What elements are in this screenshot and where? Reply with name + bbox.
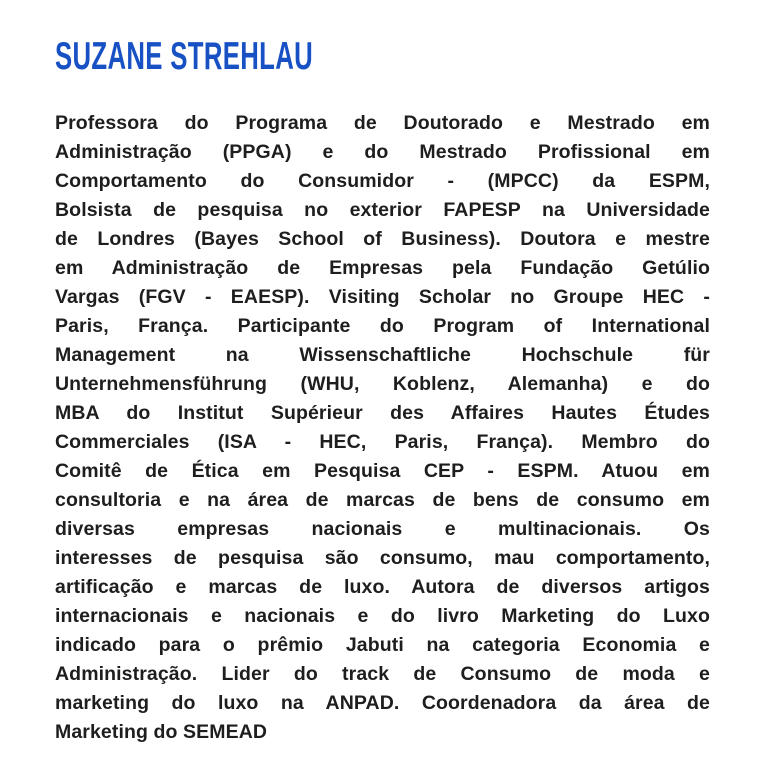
- bio-line: Comportamento do Consumidor - (MPCC) da ESPM,: [55, 170, 710, 192]
- page-title: SUZANE STREHLAU: [55, 35, 314, 78]
- bio-line: diversas empresas nacionais e multinacionais. Os: [55, 518, 710, 540]
- bio-line: Marketing do SEMEAD: [55, 721, 268, 743]
- bio-line: Unternehmensführung (WHU, Koblenz, Alemanha) e do: [55, 373, 710, 395]
- bio-line: Administração. Lider do track de Consumo de moda e: [55, 663, 710, 685]
- bio-line: de Londres (Bayes School of Business). Doutora e mestre: [55, 228, 710, 250]
- bio-line: indicado para o prêmio Jabuti na categoria Economia e: [55, 634, 710, 656]
- bio-line: Commerciales (ISA - HEC, Paris, França). Membro do: [55, 431, 710, 453]
- bio-paragraph: [55, 109, 710, 747]
- bio-line: consultoria e na área de marcas de bens de consumo em: [55, 489, 710, 511]
- bio-line: interesses de pesquisa são consumo, mau comportamento,: [55, 547, 710, 569]
- bio-line: Management na Wissenschaftliche Hochschule für: [55, 344, 710, 366]
- bio-line: Professora do Programa de Doutorado e Mestrado em: [55, 112, 710, 134]
- bio-line: Comitê de Ética em Pesquisa CEP - ESPM. Atuou em: [55, 460, 710, 482]
- bio-line: marketing do luxo na ANPAD. Coordenadora da área de: [55, 692, 710, 714]
- bio-line: artificação e marcas de luxo. Autora de diversos artigos: [55, 576, 710, 598]
- bio-line: Paris, França. Participante do Program of International: [55, 315, 710, 337]
- bio-line: MBA do Institut Supérieur des Affaires Hautes Études: [55, 402, 710, 424]
- bio-line: Vargas (FGV - EAESP). Visiting Scholar no Groupe HEC -: [55, 286, 710, 308]
- bio-line: em Administração de Empresas pela Fundação Getúlio: [55, 257, 710, 279]
- bio-line: Bolsista de pesquisa no exterior FAPESP na Universidade: [55, 199, 710, 221]
- bio-line: Administração (PPGA) e do Mestrado Profissional em: [55, 141, 710, 163]
- bio-line: internacionais e nacionais e do livro Marketing do Luxo: [55, 605, 710, 627]
